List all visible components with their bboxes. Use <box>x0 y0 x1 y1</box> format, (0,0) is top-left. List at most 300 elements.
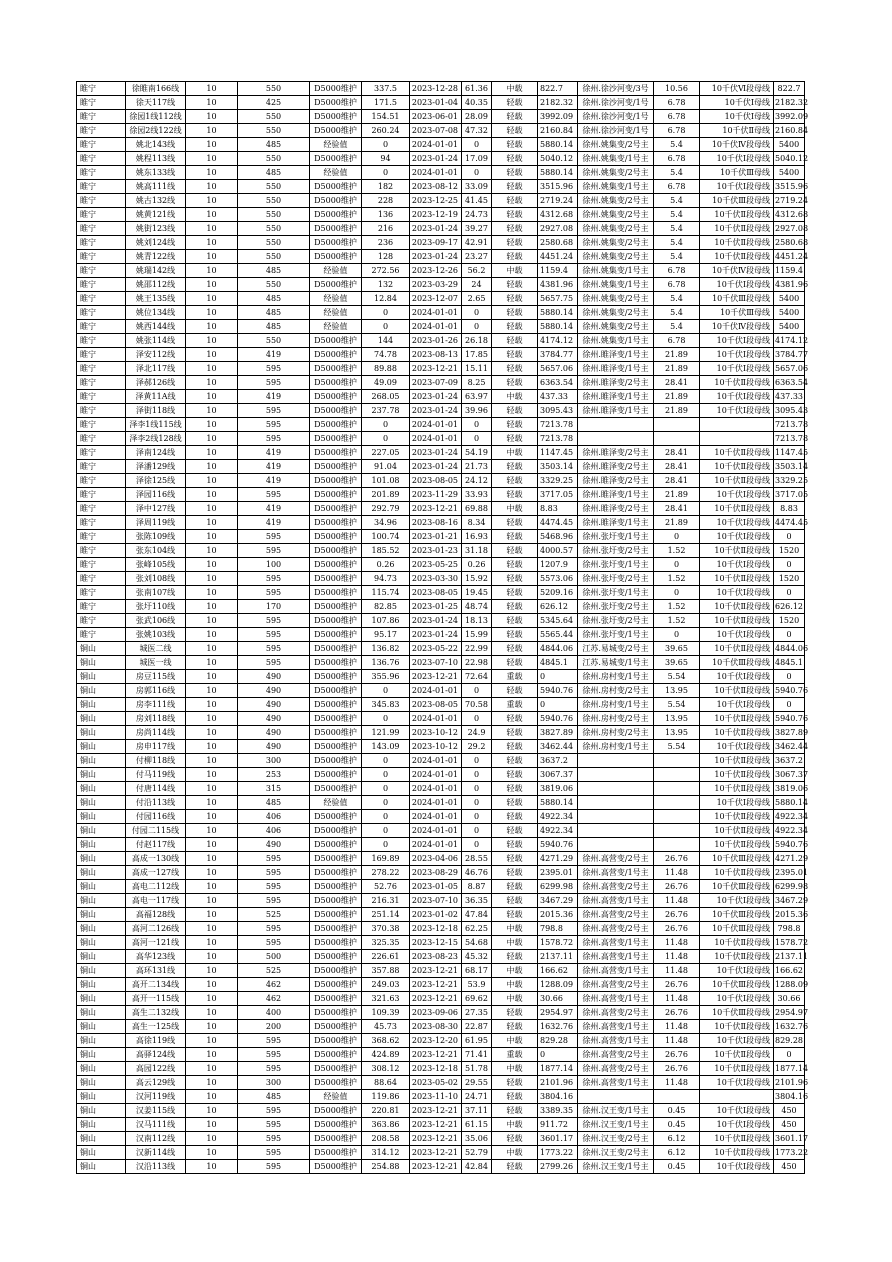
cell-capacity: 7213.78 <box>774 418 805 432</box>
table-row <box>77 936 805 950</box>
cell-transformer-capacity: 1.52 <box>654 544 700 558</box>
cell-source: D5000维护 <box>310 208 362 222</box>
cell-rated-current: 595 <box>238 1118 310 1132</box>
cell-current: 216.31 <box>362 894 410 908</box>
table-row <box>77 1048 805 1062</box>
cell-current: 91.04 <box>362 460 410 474</box>
cell-capacity: 4922.34 <box>774 824 805 838</box>
cell-load-status: 轻载 <box>492 950 538 964</box>
cell-available-capacity: 1288.09 <box>538 978 578 992</box>
cell-source: D5000维护 <box>310 236 362 250</box>
cell-current: 88.64 <box>362 1076 410 1090</box>
cell-line-name: 徐天117线 <box>126 96 186 110</box>
cell-date: 2023-12-21 <box>410 1132 462 1146</box>
cell-rated-current: 419 <box>238 460 310 474</box>
cell-rated-current: 100 <box>238 558 310 572</box>
cell-capacity: 4844.06 <box>774 642 805 656</box>
cell-transformer-capacity: 39.65 <box>654 656 700 670</box>
cell-area: 睢宁 <box>77 404 126 418</box>
cell-transformer: 徐州.睢泽变/2号主 <box>578 502 654 516</box>
cell-voltage: 10 <box>186 362 238 376</box>
cell-line-name: 姚程113线 <box>126 152 186 166</box>
cell-available-capacity: 5468.96 <box>538 530 578 544</box>
cell-available-capacity: 3462.44 <box>538 740 578 754</box>
cell-voltage: 10 <box>186 1020 238 1034</box>
cell-line-name: 高环131线 <box>126 964 186 978</box>
cell-load-rate: 0 <box>462 306 492 320</box>
cell-capacity: 2954.97 <box>774 1006 805 1020</box>
cell-source: D5000维护 <box>310 474 362 488</box>
cell-capacity: 2015.36 <box>774 908 805 922</box>
cell-transformer-capacity: 5.4 <box>654 166 700 180</box>
cell-load-rate: 52.79 <box>462 1146 492 1160</box>
cell-area: 睢宁 <box>77 376 126 390</box>
cell-capacity: 829.28 <box>774 1034 805 1048</box>
cell-transformer-capacity: 26.76 <box>654 852 700 866</box>
cell-load-status: 轻载 <box>492 572 538 586</box>
cell-available-capacity: 2137.11 <box>538 950 578 964</box>
cell-rated-current: 595 <box>238 418 310 432</box>
cell-transformer-capacity: 26.76 <box>654 978 700 992</box>
cell-available-capacity: 0 <box>538 670 578 684</box>
cell-current: 249.03 <box>362 978 410 992</box>
cell-source: D5000维护 <box>310 348 362 362</box>
cell-available-capacity: 2182.32 <box>538 96 578 110</box>
cell-capacity: 450 <box>774 1160 805 1174</box>
cell-load-rate: 0 <box>462 320 492 334</box>
cell-voltage: 10 <box>186 614 238 628</box>
cell-source: D5000维护 <box>310 642 362 656</box>
cell-current: 228 <box>362 194 410 208</box>
cell-load-status: 轻载 <box>492 166 538 180</box>
cell-source: D5000维护 <box>310 460 362 474</box>
cell-capacity: 1288.09 <box>774 978 805 992</box>
cell-transformer: 徐州.高营变/2号主 <box>578 908 654 922</box>
cell-source: 经验值 <box>310 292 362 306</box>
cell-available-capacity: 3717.05 <box>538 488 578 502</box>
cell-load-status: 轻载 <box>492 894 538 908</box>
table-row <box>77 474 805 488</box>
table-row <box>77 838 805 852</box>
cell-capacity: 626.12 <box>774 600 805 614</box>
cell-voltage: 10 <box>186 782 238 796</box>
cell-transformer: 江苏.易城变/2号主 <box>578 642 654 656</box>
cell-rated-current: 462 <box>238 992 310 1006</box>
cell-load-rate: 51.78 <box>462 1062 492 1076</box>
table-row <box>77 950 805 964</box>
cell-area: 睢宁 <box>77 460 126 474</box>
table-row <box>77 1160 805 1174</box>
cell-busbar: 10千伏Ⅱ段母线 <box>700 782 774 796</box>
cell-voltage: 10 <box>186 110 238 124</box>
cell-current: 363.86 <box>362 1118 410 1132</box>
cell-load-rate: 39.27 <box>462 222 492 236</box>
cell-busbar: 10千伏Ⅱ段母线 <box>700 544 774 558</box>
cell-busbar: 10千伏Ⅳ段母线 <box>700 138 774 152</box>
cell-date: 2023-08-29 <box>410 866 462 880</box>
cell-load-status: 轻载 <box>492 460 538 474</box>
cell-area: 铜山 <box>77 740 126 754</box>
cell-current: 115.74 <box>362 586 410 600</box>
cell-date: 2023-09-17 <box>410 236 462 250</box>
cell-source: D5000维护 <box>310 684 362 698</box>
cell-busbar: 10千伏Ⅲ段母线 <box>700 908 774 922</box>
cell-current: 171.5 <box>362 96 410 110</box>
cell-date: 2023-01-24 <box>410 404 462 418</box>
cell-source: D5000维护 <box>310 362 362 376</box>
cell-source: D5000维护 <box>310 768 362 782</box>
cell-date: 2023-06-01 <box>410 110 462 124</box>
cell-area: 铜山 <box>77 922 126 936</box>
cell-load-status: 中载 <box>492 1034 538 1048</box>
cell-transformer-capacity: 0 <box>654 586 700 600</box>
cell-transformer: 徐州.姚集变/2号主 <box>578 222 654 236</box>
cell-capacity: 2101.96 <box>774 1076 805 1090</box>
cell-load-rate: 22.98 <box>462 656 492 670</box>
cell-busbar: 10千伏Ⅰ段母线 <box>700 992 774 1006</box>
cell-capacity: 4174.12 <box>774 334 805 348</box>
cell-date: 2023-09-06 <box>410 1006 462 1020</box>
cell-capacity: 0 <box>774 628 805 642</box>
cell-source: D5000维护 <box>310 600 362 614</box>
cell-available-capacity: 0 <box>538 698 578 712</box>
cell-area: 睢宁 <box>77 138 126 152</box>
cell-available-capacity: 1578.72 <box>538 936 578 950</box>
cell-transformer-capacity: 6.78 <box>654 124 700 138</box>
cell-area: 铜山 <box>77 936 126 950</box>
cell-capacity: 450 <box>774 1118 805 1132</box>
cell-area: 睢宁 <box>77 124 126 138</box>
cell-load-status: 轻载 <box>492 138 538 152</box>
cell-available-capacity: 798.8 <box>538 922 578 936</box>
cell-load-status: 轻载 <box>492 124 538 138</box>
cell-source: D5000维护 <box>310 278 362 292</box>
cell-source: D5000维护 <box>310 530 362 544</box>
cell-current: 0 <box>362 166 410 180</box>
cell-current: 95.17 <box>362 628 410 642</box>
cell-current: 94 <box>362 152 410 166</box>
cell-available-capacity: 4451.24 <box>538 250 578 264</box>
cell-rated-current: 595 <box>238 642 310 656</box>
cell-load-status: 中载 <box>492 1118 538 1132</box>
cell-source: D5000维护 <box>310 880 362 894</box>
cell-current: 74.78 <box>362 348 410 362</box>
cell-voltage: 10 <box>186 1076 238 1090</box>
cell-transformer: 徐州.姚集变/2号主 <box>578 236 654 250</box>
cell-available-capacity: 0 <box>538 1048 578 1062</box>
cell-current: 128 <box>362 250 410 264</box>
cell-voltage: 10 <box>186 446 238 460</box>
cell-transformer: 徐州.高营变/1号主 <box>578 866 654 880</box>
cell-voltage: 10 <box>186 656 238 670</box>
cell-voltage: 10 <box>186 754 238 768</box>
cell-transformer: 徐州.张圩变/1号主 <box>578 558 654 572</box>
cell-capacity: 1773.22 <box>774 1146 805 1160</box>
cell-transformer: 徐州.张圩变/2号主 <box>578 572 654 586</box>
cell-load-status: 中载 <box>492 936 538 950</box>
cell-capacity: 1520 <box>774 544 805 558</box>
cell-transformer-capacity: 21.89 <box>654 488 700 502</box>
cell-date: 2023-01-24 <box>410 250 462 264</box>
table-row <box>77 782 805 796</box>
cell-transformer: 徐州.姚集变/1号主 <box>578 152 654 166</box>
cell-transformer-capacity: 1.52 <box>654 614 700 628</box>
cell-source: D5000维护 <box>310 1104 362 1118</box>
cell-current: 0 <box>362 418 410 432</box>
cell-area: 铜山 <box>77 880 126 894</box>
cell-voltage: 10 <box>186 194 238 208</box>
cell-transformer: 徐州.张圩变/1号主 <box>578 530 654 544</box>
cell-line-name: 泽街118线 <box>126 404 186 418</box>
cell-transformer-capacity: 5.4 <box>654 222 700 236</box>
cell-load-status: 轻载 <box>492 656 538 670</box>
cell-rated-current: 406 <box>238 810 310 824</box>
cell-transformer-capacity: 11.48 <box>654 964 700 978</box>
cell-load-rate: 48.74 <box>462 600 492 614</box>
cell-current: 237.78 <box>362 404 410 418</box>
cell-transformer <box>578 1090 654 1104</box>
cell-load-status: 轻载 <box>492 348 538 362</box>
cell-busbar: 10千伏Ⅱ段母线 <box>700 600 774 614</box>
cell-rated-current: 550 <box>238 334 310 348</box>
cell-transformer: 徐州.睢泽变/1号主 <box>578 390 654 404</box>
table-row <box>77 670 805 684</box>
cell-load-status: 轻载 <box>492 320 538 334</box>
cell-date: 2023-12-21 <box>410 670 462 684</box>
cell-source: D5000维护 <box>310 978 362 992</box>
cell-rated-current: 595 <box>238 1048 310 1062</box>
cell-date: 2023-01-24 <box>410 614 462 628</box>
cell-date: 2024-01-01 <box>410 306 462 320</box>
cell-date: 2023-07-10 <box>410 656 462 670</box>
cell-date: 2024-01-01 <box>410 796 462 810</box>
cell-line-name: 汉河119线 <box>126 1090 186 1104</box>
cell-load-rate: 19.45 <box>462 586 492 600</box>
cell-busbar: 10千伏Ⅰ段母线 <box>700 1034 774 1048</box>
cell-current: 143.09 <box>362 740 410 754</box>
cell-capacity: 0 <box>774 586 805 600</box>
table-row <box>77 306 805 320</box>
cell-line-name: 高成一127线 <box>126 866 186 880</box>
cell-current: 325.35 <box>362 936 410 950</box>
cell-voltage: 10 <box>186 1132 238 1146</box>
cell-busbar: 10千伏Ⅱ段母线 <box>700 236 774 250</box>
cell-line-name: 姚西144线 <box>126 320 186 334</box>
cell-source: D5000维护 <box>310 894 362 908</box>
cell-date: 2023-01-24 <box>410 446 462 460</box>
cell-transformer: 徐州.高营变/1号主 <box>578 894 654 908</box>
cell-available-capacity: 2395.01 <box>538 866 578 880</box>
cell-current: 45.73 <box>362 1020 410 1034</box>
cell-load-status: 轻载 <box>492 194 538 208</box>
cell-current: 0 <box>362 712 410 726</box>
cell-load-status: 轻载 <box>492 208 538 222</box>
cell-voltage: 10 <box>186 138 238 152</box>
cell-busbar: 10千伏Ⅲ母线 <box>700 306 774 320</box>
cell-source: D5000维护 <box>310 838 362 852</box>
cell-available-capacity: 6299.98 <box>538 880 578 894</box>
cell-voltage: 10 <box>186 474 238 488</box>
cell-rated-current: 550 <box>238 82 310 96</box>
cell-current: 94.73 <box>362 572 410 586</box>
cell-available-capacity: 5880.14 <box>538 166 578 180</box>
cell-current: 268.05 <box>362 390 410 404</box>
cell-transformer <box>578 796 654 810</box>
cell-source: D5000维护 <box>310 96 362 110</box>
load-data-table <box>76 81 809 1174</box>
cell-area: 铜山 <box>77 754 126 768</box>
cell-transformer-capacity <box>654 782 700 796</box>
cell-voltage: 10 <box>186 208 238 222</box>
cell-line-name: 姚北143线 <box>126 138 186 152</box>
table-row <box>77 992 805 1006</box>
cell-voltage: 10 <box>186 306 238 320</box>
table-row <box>77 222 805 236</box>
cell-area: 睢宁 <box>77 320 126 334</box>
cell-load-status: 重载 <box>492 1048 538 1062</box>
cell-line-name: 姚高111线 <box>126 180 186 194</box>
cell-transformer-capacity: 11.48 <box>654 1020 700 1034</box>
table-row <box>77 908 805 922</box>
cell-line-name: 高生二132线 <box>126 1006 186 1020</box>
cell-load-rate: 2.65 <box>462 292 492 306</box>
cell-area: 睢宁 <box>77 348 126 362</box>
cell-load-status: 轻载 <box>492 376 538 390</box>
table-row <box>77 418 805 432</box>
cell-area: 睢宁 <box>77 96 126 110</box>
table-row <box>77 292 805 306</box>
cell-current: 136 <box>362 208 410 222</box>
cell-load-rate: 28.55 <box>462 852 492 866</box>
cell-date: 2023-12-28 <box>410 82 462 96</box>
cell-voltage: 10 <box>186 768 238 782</box>
cell-capacity: 6299.98 <box>774 880 805 894</box>
cell-capacity: 3717.05 <box>774 488 805 502</box>
cell-capacity: 3095.43 <box>774 404 805 418</box>
cell-capacity: 1578.72 <box>774 936 805 950</box>
cell-load-rate: 24.12 <box>462 474 492 488</box>
cell-load-status: 轻载 <box>492 586 538 600</box>
cell-source: D5000维护 <box>310 964 362 978</box>
cell-transformer-capacity <box>654 418 700 432</box>
cell-current: 12.84 <box>362 292 410 306</box>
cell-date: 2024-01-01 <box>410 754 462 768</box>
cell-line-name: 泽周119线 <box>126 516 186 530</box>
cell-available-capacity: 3804.16 <box>538 1090 578 1104</box>
cell-available-capacity: 1207.9 <box>538 558 578 572</box>
cell-area: 睢宁 <box>77 334 126 348</box>
cell-voltage: 10 <box>186 278 238 292</box>
cell-transformer-capacity: 6.78 <box>654 152 700 166</box>
cell-transformer: 徐州.汉王变/1号主 <box>578 1118 654 1132</box>
cell-capacity: 5040.12 <box>774 152 805 166</box>
cell-transformer-capacity: 21.89 <box>654 348 700 362</box>
cell-capacity: 3804.16 <box>774 1090 805 1104</box>
cell-rated-current: 490 <box>238 670 310 684</box>
cell-area: 铜山 <box>77 698 126 712</box>
cell-rated-current: 462 <box>238 978 310 992</box>
cell-capacity: 3462.44 <box>774 740 805 754</box>
cell-voltage: 10 <box>186 432 238 446</box>
cell-available-capacity: 2927.08 <box>538 222 578 236</box>
cell-voltage: 10 <box>186 1062 238 1076</box>
cell-busbar: 10千伏Ⅰ段母线 <box>700 1104 774 1118</box>
cell-available-capacity: 5657.06 <box>538 362 578 376</box>
cell-available-capacity: 2719.24 <box>538 194 578 208</box>
cell-source: D5000维护 <box>310 572 362 586</box>
cell-busbar: 10千伏Ⅱ段母线 <box>700 726 774 740</box>
cell-area: 睢宁 <box>77 572 126 586</box>
cell-transformer-capacity <box>654 824 700 838</box>
table-row <box>77 544 805 558</box>
cell-current: 357.88 <box>362 964 410 978</box>
cell-line-name: 张刘108线 <box>126 572 186 586</box>
cell-capacity: 822.7 <box>774 82 805 96</box>
cell-busbar: 10千伏Ⅱ段母线 <box>700 572 774 586</box>
cell-load-rate: 0 <box>462 782 492 796</box>
cell-rated-current: 419 <box>238 446 310 460</box>
cell-capacity: 3067.37 <box>774 768 805 782</box>
cell-current: 337.5 <box>362 82 410 96</box>
cell-date: 2023-01-26 <box>410 334 462 348</box>
cell-available-capacity: 8.83 <box>538 502 578 516</box>
cell-area: 睢宁 <box>77 166 126 180</box>
cell-transformer-capacity <box>654 768 700 782</box>
cell-transformer: 徐州.高营变/1号主 <box>578 1076 654 1090</box>
table-row <box>77 866 805 880</box>
cell-transformer-capacity <box>654 838 700 852</box>
cell-load-status: 轻载 <box>492 250 538 264</box>
cell-busbar: 10千伏Ⅱ段母线 <box>700 810 774 824</box>
cell-available-capacity: 5880.14 <box>538 138 578 152</box>
cell-area: 铜山 <box>77 726 126 740</box>
cell-available-capacity: 3992.09 <box>538 110 578 124</box>
cell-voltage: 10 <box>186 936 238 950</box>
cell-current: 0 <box>362 306 410 320</box>
cell-voltage: 10 <box>186 978 238 992</box>
cell-rated-current: 419 <box>238 474 310 488</box>
cell-source: D5000维护 <box>310 698 362 712</box>
table-row <box>77 586 805 600</box>
cell-area: 铜山 <box>77 852 126 866</box>
cell-voltage: 10 <box>186 824 238 838</box>
cell-available-capacity: 1877.14 <box>538 1062 578 1076</box>
cell-transformer <box>578 754 654 768</box>
cell-load-rate: 0 <box>462 838 492 852</box>
cell-busbar: 10千伏Ⅱ段母线 <box>700 376 774 390</box>
cell-area: 铜山 <box>77 1020 126 1034</box>
cell-date: 2023-08-30 <box>410 1020 462 1034</box>
cell-source: D5000维护 <box>310 544 362 558</box>
cell-available-capacity: 1632.76 <box>538 1020 578 1034</box>
table-row <box>77 600 805 614</box>
cell-busbar: 10千伏Ⅰ段母线 <box>700 334 774 348</box>
cell-date: 2023-08-12 <box>410 180 462 194</box>
cell-current: 321.63 <box>362 992 410 1006</box>
cell-current: 0 <box>362 838 410 852</box>
cell-date: 2023-01-23 <box>410 544 462 558</box>
cell-voltage: 10 <box>186 670 238 684</box>
cell-transformer: 徐州.徐沙河变/3号 <box>578 82 654 96</box>
cell-date: 2023-01-25 <box>410 600 462 614</box>
cell-transformer: 徐州.张圩变/1号主 <box>578 586 654 600</box>
cell-transformer-capacity: 28.41 <box>654 460 700 474</box>
cell-transformer: 徐州.房村变/1号主 <box>578 670 654 684</box>
table-row <box>77 376 805 390</box>
table-row <box>77 614 805 628</box>
cell-area: 铜山 <box>77 1104 126 1118</box>
table-row <box>77 404 805 418</box>
